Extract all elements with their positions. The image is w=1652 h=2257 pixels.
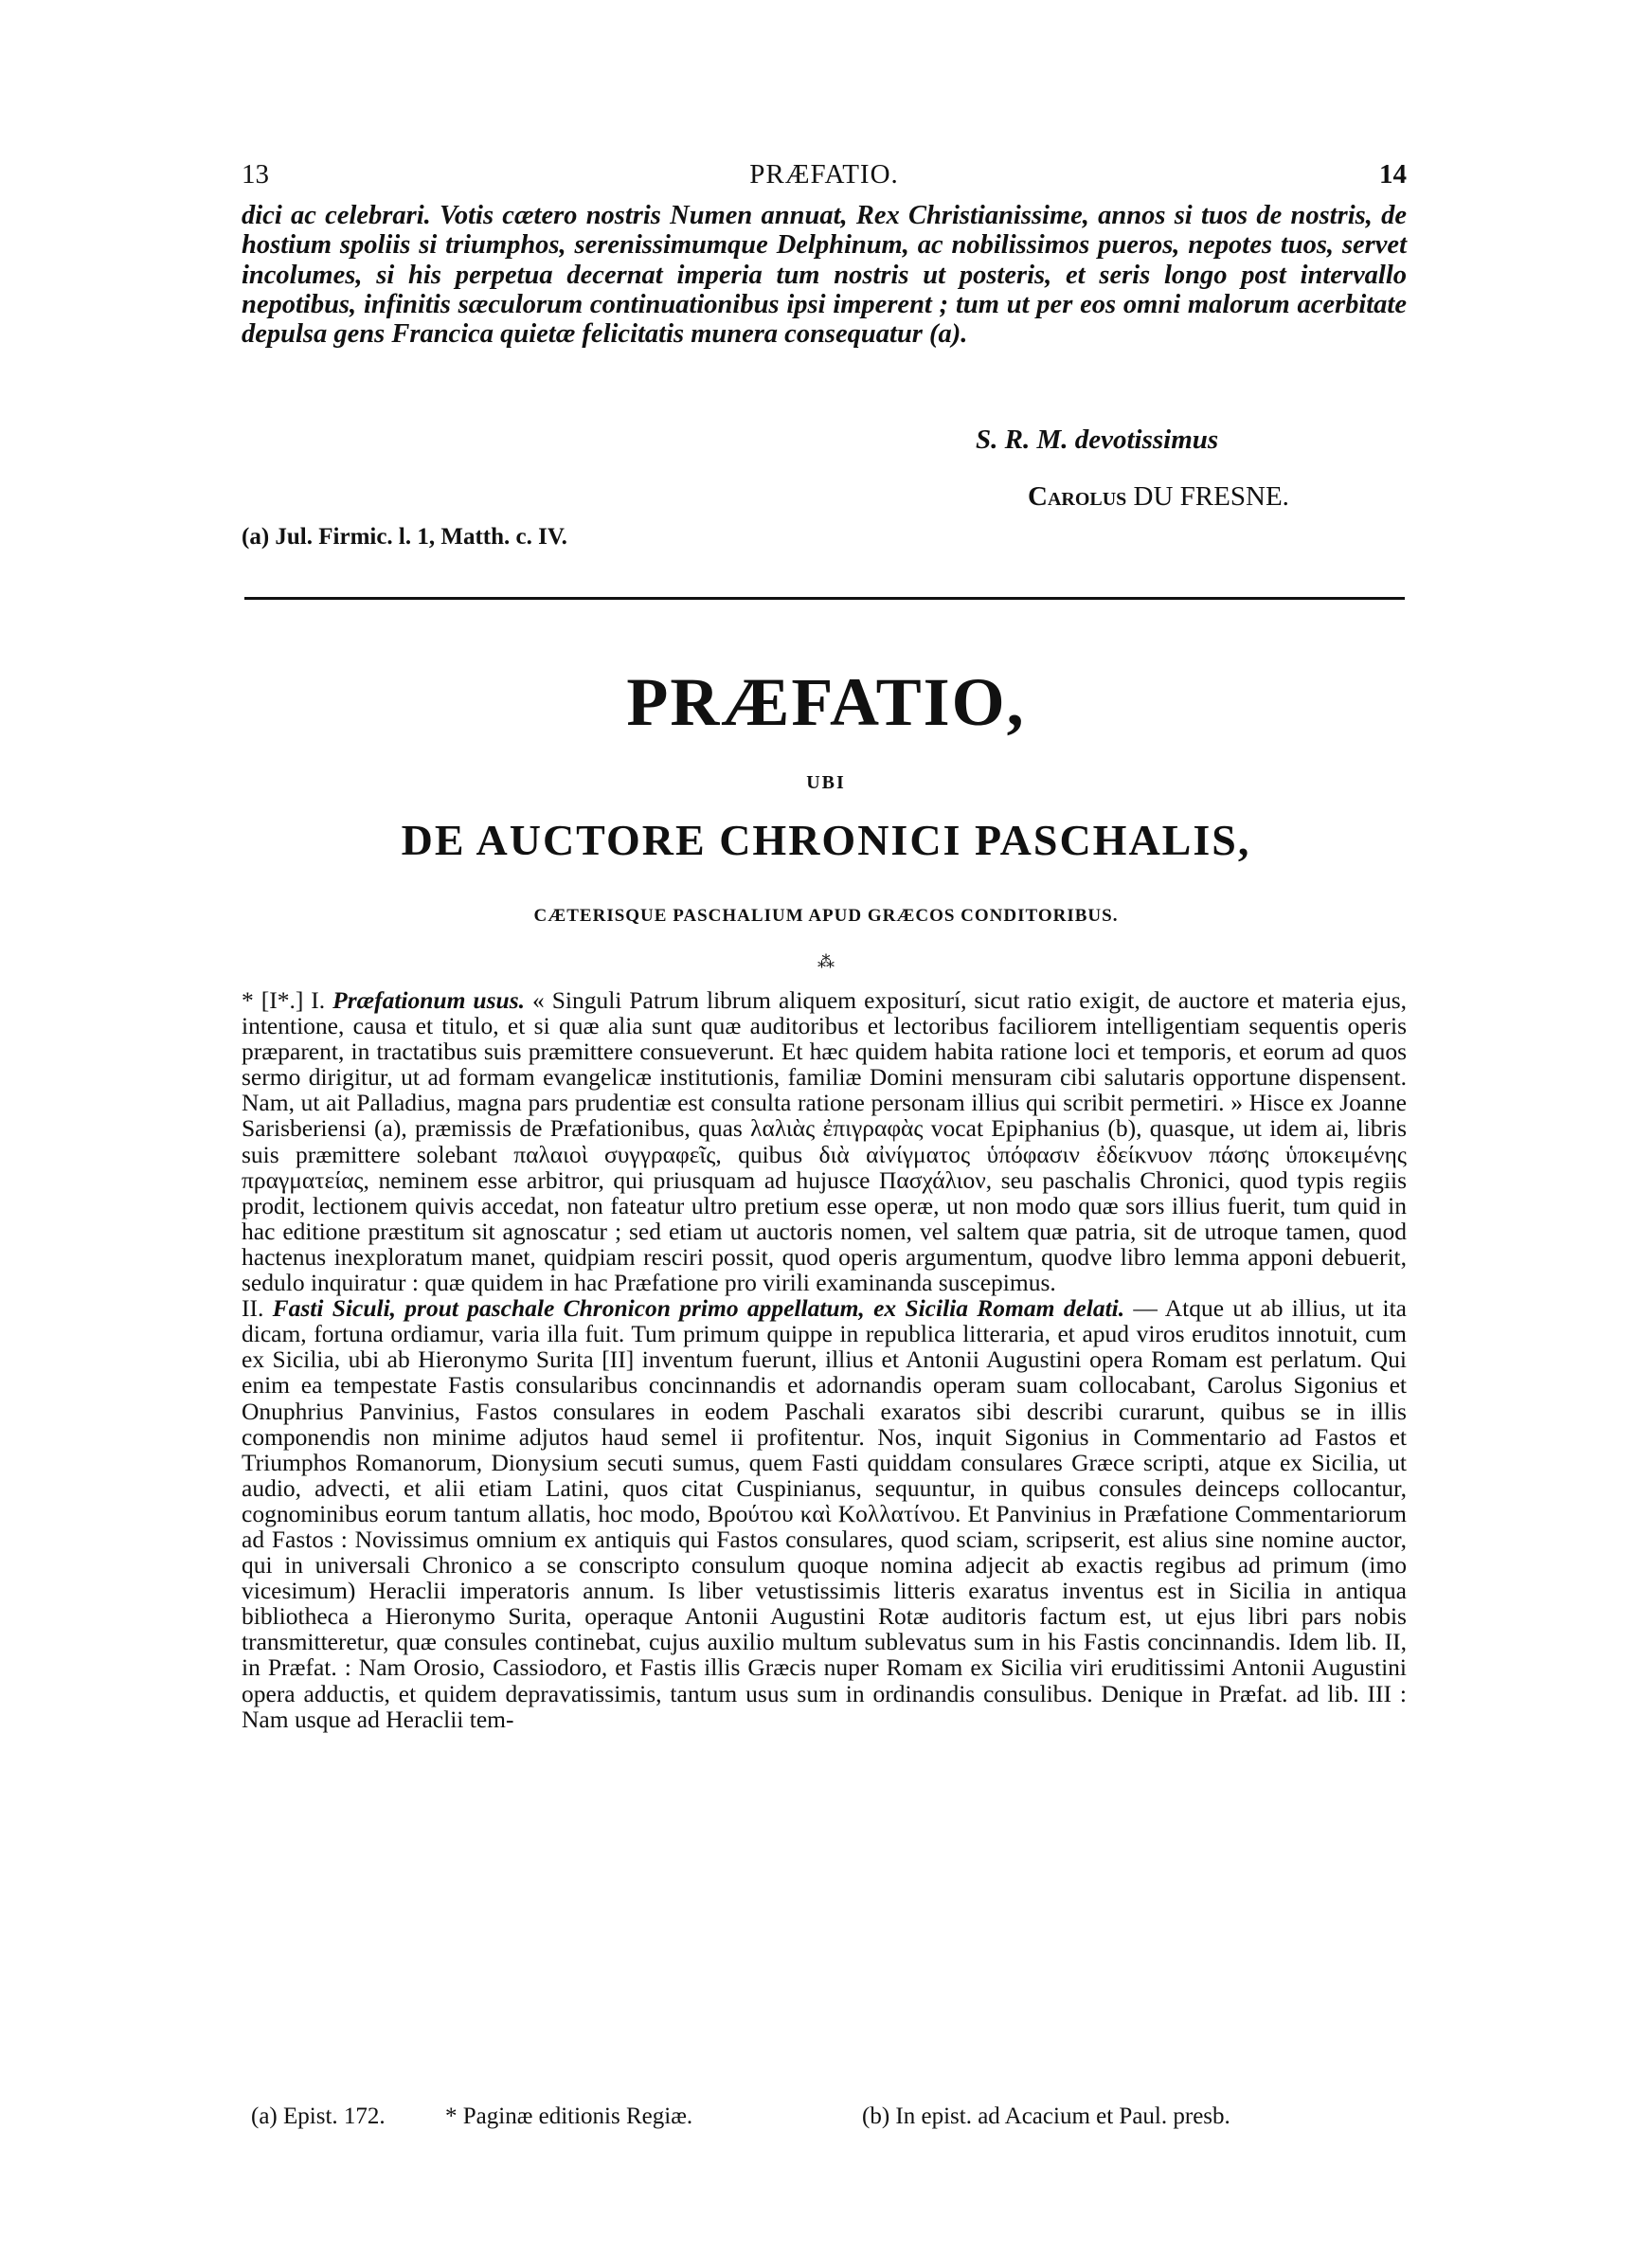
signature-name-smallcaps: Carolus — [1028, 481, 1127, 512]
body-text — [242, 987, 1407, 1732]
footnote-b: (b) In epist. ad Acacium et Paul. presb. — [862, 2104, 1230, 2129]
ornament-icon: ⁂ — [817, 952, 835, 972]
section-ubi: UBI — [806, 772, 846, 793]
footnote-star: * Paginæ editionis Regiæ. — [445, 2104, 693, 2129]
dedication-footnote: (a) Jul. Firmic. l. 1, Matth. c. IV. — [242, 524, 567, 550]
divider-rule — [244, 597, 1405, 600]
paragraph-1-text: « Singuli Patrum librum aliquem expositurí, sicut ratio exigit, de auctore et materia ejus, intentione, causa et titulo, et si quæ alia sunt quæ auditoribus et lectoribus faciliorem intelligentiam sequentis operis præparent, in tractatibus suis præmittere consueverunt. Et hæc quidem habita ratione loci et temporis, et eorum ad quos sermo dirigitur, ut ad formam evangelicæ institutionis, familiæ Domini mensuram cibi salutaris opportune dispensent. Nam, ut ait Palladius, magna pars prudentiæ est consulta ratione personam illius qui scribit permetiri. » Hisce ex Joanne Sarisberiensi (a), præmissis de Præfationibus, quas λαλιὰς ἐπιγραφὰς vocat Epiphanius (b), quasque, ut idem ai, libris suis præmittere solebant παλαιοὶ συγγραφεῖς, quibus διὰ αἰνίγματος ὑπόφασιν ἐδείκνυον πάσης ὑποκειμένης πραγματείας, neminem esse arbitror, qui priusquam ad hujusce Πασχάλιον, seu paschalis Chronici, quod typis regiis prodit, lectionem quivis accedat, non fateatur ultro pretium esse operæ, ut non modo quæ sors illius fuerit, tum quid in hac editione præstitum sit agnoscatur ; sed etiam ut auctoris nomen, vel saltem quæ patria, sit de utroque tamen, quod hactenus inexploratum manet, quidpiam resciri possit, quod operis argumentum, quodve libro lemma apponi debuerit, sedulo inquiratur : quæ quidem in hac Præfatione pro virili examinanda suscepimus. — [242, 986, 1407, 1297]
paragraph-1-marker: * [I*.] I. — [242, 986, 333, 1014]
paragraph-2 — [242, 1295, 1407, 1732]
dedication-paragraph: dici ac celebrari. Votis cætero nostris Numen annuat, Rex Christianissime, annos si tuos de nostris, de hostium spoliis si triumphos, serenissimumque Delphinum, ac nobilissimos pueros, nepotes tuos, servet incolumes, si his perpetua decernat imperia tum nostris ut posteris, et seris longo post intervallo nepotibus, infinitis sæculorum continuationibus ipsi imperent ; tum ut per eos omni malorum acerbitate depulsa gens Francica quietæ felicitatis munera consequatur (a). — [242, 201, 1407, 350]
section-subtitle-secondary: CÆTERISQUE PASCHALIUM APUD GRÆCOS CONDITORIBUS. — [533, 906, 1119, 926]
page-number-right: 14 — [1379, 159, 1407, 190]
signature-name — [1028, 481, 1289, 513]
footnote-a: (a) Epist. 172. — [251, 2104, 386, 2129]
footnotes — [251, 2104, 1407, 2141]
paragraph-1 — [242, 987, 1407, 1295]
page-number-left: 13 — [242, 159, 269, 190]
signature-line: S. R. M. devotissimus — [976, 424, 1219, 455]
paragraph-2-text: — Atque ut ab illius, ut ita dicam, fortuna ordiamur, varia illa fuit. Tum primum quippe in republica litteraria, et apud viros eruditos innotuit, cum ex Sicilia, ubi ab Hieronymo Surita [II] inventum fuerunt, illius et Antonii Augustini opera Romam est perlatum. Qui enim ea tempestate Fastis consularibus concinnandis et adornandis operam suam collocabant, Carolus Sigonius et Onuphrius Panvinius, Fastos consulares in eodem Paschali exaratos sibi describi curarunt, quibus se in illis componendis non minime adjutos haud semel ii profitentur. Nos, inquit Sigonius in Commentario ad Fastos et Triumphos Romanorum, Dionysium secuti sumus, quem Fasti quiddam consulares Græce scripti, atque ex Sicilia, ut audio, advecti, et alii etiam Latini, quos citat Cuspinianus, sequuntur, in quibus consules deinceps collocantur, cognominibus eorum tantum allatis, hoc modo, Βρούτου καὶ Κολλατίνου. Et Panvinius in Præfatione Commentariorum ad Fastos : Novissimus omnium ex antiquis qui Fastos consulares, quod sciam, scripserit, est alius sine nomine auctor, qui in universali Chronico a se conscripto consulum quoque nomina adjecit ab exactis regibus ad primum (imo vicesimum) Heraclii imperatoris annum. Is liber vetustissimis litteris exaratus inventus est in Sicilia in antiqua bibliotheca a Hieronymo Surita, operaque Antonii Augustini Rotæ auditoris factum est, ut ejus libri pars nobis transmitteretur, quæ consules continebat, cujus auxilio multum sublevatus sum in his Fastis concinnandis. Idem lib. II, in Præfat. : Nam Orosio, Cassiodoro, et Fastis illis Græcis nuper Romam ex Sicilia viri eruditissimi Antonii Augustini opera adductis, et quidem depravatissimis, tantum usus sum in ordinandis consulibus. Denique in Præfat. ad lib. III : Nam usque ad Heraclii tem- — [242, 1294, 1407, 1733]
running-header — [242, 159, 1407, 201]
section-title: PRÆFATIO, — [626, 664, 1026, 740]
section-subtitle: DE AUCTORE CHRONICI PASCHALIS, — [401, 816, 1251, 864]
signature-name-rest: DU FRESNE. — [1133, 481, 1289, 512]
paragraph-2-heading: Fasti Siculi, prout paschale Chronicon primo appellatum, ex Sicilia Romam delati. — [272, 1294, 1125, 1323]
running-title: PRÆFATIO. — [749, 159, 899, 190]
paragraph-1-heading: Præfationum usus. — [332, 986, 525, 1014]
paragraph-2-marker: II. — [242, 1294, 273, 1323]
